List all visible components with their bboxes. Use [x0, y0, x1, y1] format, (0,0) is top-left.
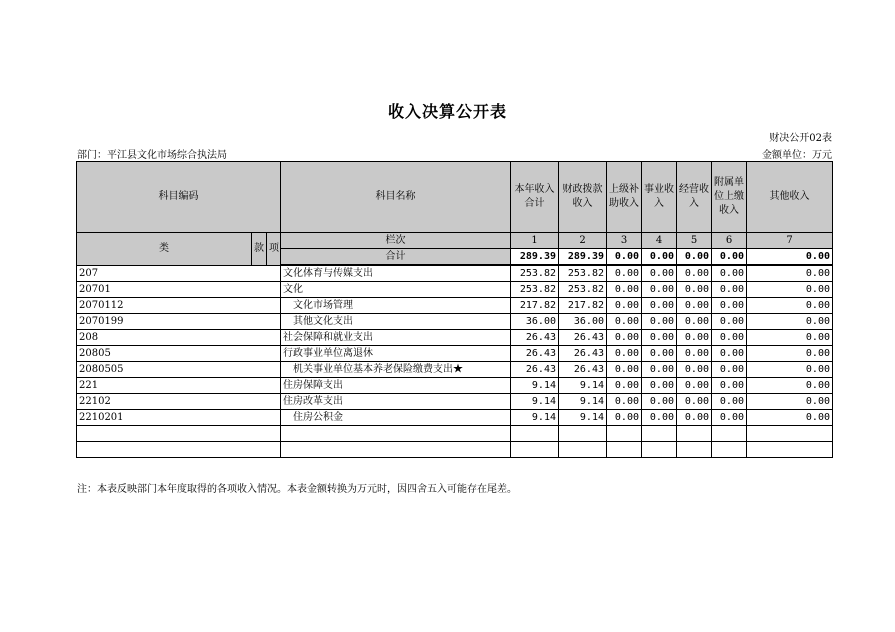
amount-unit-label: 金额单位：万元 [762, 150, 832, 161]
amount-cell: 0.00 [607, 298, 642, 314]
col-number: 4 [642, 233, 677, 249]
subject-name: 其他文化支出 [281, 314, 511, 330]
amount-cell: 0.00 [607, 362, 642, 378]
total-value: 0.00 [642, 249, 677, 266]
header-lei: 类 [77, 233, 252, 266]
amount-cell: 217.82 [511, 298, 559, 314]
amount-cell: 0.00 [747, 362, 833, 378]
amount-cell: 217.82 [559, 298, 607, 314]
amount-cell: 0.00 [607, 394, 642, 410]
header-col5: 经营收入 [677, 162, 712, 233]
total-value: 0.00 [712, 249, 747, 266]
col-number: 6 [712, 233, 747, 249]
table-row [77, 282, 833, 298]
amount-cell: 0.00 [607, 378, 642, 394]
table-row [77, 362, 833, 378]
amount-cell: 0.00 [712, 378, 747, 394]
amount-cell: 0.00 [712, 346, 747, 362]
footnote: 注：本表反映部门本年度取得的各项收入情况。本表金额转换为万元时，因四舍五入可能存在尾差。 [77, 484, 517, 495]
form-number: 财决公开02表 [769, 133, 832, 144]
subject-code: 2070199 [77, 314, 281, 330]
table-row [77, 410, 833, 426]
amount-cell: 0.00 [642, 362, 677, 378]
amount-cell: 26.43 [511, 346, 559, 362]
amount-cell: 0.00 [747, 410, 833, 426]
subject-code: 221 [77, 378, 281, 394]
amount-cell: 0.00 [747, 314, 833, 330]
amount-cell: 9.14 [559, 378, 607, 394]
col-number: 2 [559, 233, 607, 249]
amount-cell: 253.82 [511, 282, 559, 298]
header-col3: 上级补助收入 [607, 162, 642, 233]
amount-cell: 0.00 [712, 282, 747, 298]
amount-cell: 26.43 [511, 362, 559, 378]
total-value: 0.00 [677, 249, 712, 266]
amount-cell: 0.00 [642, 265, 677, 282]
header-col1: 本年收入合计 [511, 162, 559, 233]
amount-cell: 0.00 [712, 330, 747, 346]
amount-cell: 0.00 [607, 330, 642, 346]
header-kuan: 款 [252, 233, 267, 266]
col-number: 5 [677, 233, 712, 249]
amount-cell: 0.00 [712, 410, 747, 426]
subject-code: 207 [77, 265, 281, 282]
income-table [76, 161, 833, 458]
amount-cell: 0.00 [642, 378, 677, 394]
amount-cell: 0.00 [677, 282, 712, 298]
amount-cell: 0.00 [712, 265, 747, 282]
subject-code: 2210201 [77, 410, 281, 426]
amount-cell: 253.82 [559, 282, 607, 298]
amount-cell: 0.00 [607, 265, 642, 282]
amount-cell: 9.14 [559, 410, 607, 426]
amount-cell: 36.00 [559, 314, 607, 330]
empty-row [77, 426, 833, 442]
subject-name: 机关事业单位基本养老保险缴费支出★ [281, 362, 511, 378]
amount-cell: 0.00 [677, 265, 712, 282]
total-label: 合计 [281, 249, 511, 266]
amount-cell: 0.00 [712, 298, 747, 314]
table-row [77, 298, 833, 314]
total-value: 289.39 [511, 249, 559, 266]
amount-cell: 0.00 [607, 314, 642, 330]
amount-cell: 253.82 [511, 265, 559, 282]
subject-name: 住房公积金 [281, 410, 511, 426]
total-value: 0.00 [747, 249, 833, 266]
amount-cell: 9.14 [511, 410, 559, 426]
subject-code: 20701 [77, 282, 281, 298]
subject-code: 22102 [77, 394, 281, 410]
amount-cell: 0.00 [642, 298, 677, 314]
amount-cell: 0.00 [677, 362, 712, 378]
amount-cell: 0.00 [677, 378, 712, 394]
amount-cell: 0.00 [642, 282, 677, 298]
col-number: 7 [747, 233, 833, 249]
amount-cell: 0.00 [677, 394, 712, 410]
page-title: 收入决算公开表 [387, 102, 507, 121]
amount-cell: 9.14 [559, 394, 607, 410]
table-row [77, 314, 833, 330]
table-row [77, 346, 833, 362]
amount-cell: 26.43 [511, 330, 559, 346]
header-col7: 其他收入 [747, 162, 833, 233]
total-value: 289.39 [559, 249, 607, 266]
header-xiang: 项 [267, 233, 281, 266]
header-subject-name: 科目名称 [281, 162, 511, 233]
amount-cell: 0.00 [642, 346, 677, 362]
amount-cell: 9.14 [511, 394, 559, 410]
header-lanci: 栏次 [281, 233, 511, 249]
subject-code: 208 [77, 330, 281, 346]
subject-name: 文化体育与传媒支出 [281, 265, 511, 282]
amount-cell: 0.00 [747, 378, 833, 394]
total-value: 0.00 [607, 249, 642, 266]
amount-cell: 0.00 [677, 298, 712, 314]
amount-cell: 0.00 [607, 282, 642, 298]
amount-cell: 0.00 [607, 346, 642, 362]
header-subject-code: 科目编码 [77, 162, 281, 233]
amount-cell: 0.00 [677, 330, 712, 346]
amount-cell: 0.00 [642, 330, 677, 346]
table-row [77, 330, 833, 346]
amount-cell: 36.00 [511, 314, 559, 330]
header-col4: 事业收入 [642, 162, 677, 233]
amount-cell: 0.00 [712, 362, 747, 378]
amount-cell: 0.00 [747, 298, 833, 314]
col-number: 3 [607, 233, 642, 249]
amount-cell: 0.00 [642, 394, 677, 410]
amount-cell: 0.00 [677, 410, 712, 426]
amount-cell: 253.82 [559, 265, 607, 282]
subject-code: 2080505 [77, 362, 281, 378]
amount-cell: 0.00 [677, 314, 712, 330]
table-row [77, 394, 833, 410]
amount-cell: 0.00 [712, 394, 747, 410]
amount-cell: 0.00 [747, 330, 833, 346]
subject-code: 20805 [77, 346, 281, 362]
amount-cell: 0.00 [677, 346, 712, 362]
amount-cell: 0.00 [747, 346, 833, 362]
amount-cell: 9.14 [511, 378, 559, 394]
amount-cell: 0.00 [642, 410, 677, 426]
amount-cell: 0.00 [747, 394, 833, 410]
empty-row [77, 442, 833, 458]
col-number: 1 [511, 233, 559, 249]
subject-name: 文化市场管理 [281, 298, 511, 314]
header-col6: 附属单位上缴收入 [712, 162, 747, 233]
subject-name: 文化 [281, 282, 511, 298]
department-label: 部门：平江县文化市场综合执法局 [77, 150, 227, 161]
table-row [77, 265, 833, 282]
amount-cell: 0.00 [642, 314, 677, 330]
amount-cell: 26.43 [559, 346, 607, 362]
amount-cell: 26.43 [559, 330, 607, 346]
subject-name: 住房保障支出 [281, 378, 511, 394]
subject-name: 社会保障和就业支出 [281, 330, 511, 346]
amount-cell: 0.00 [747, 265, 833, 282]
amount-cell: 0.00 [712, 314, 747, 330]
subject-name: 住房改革支出 [281, 394, 511, 410]
subject-code: 2070112 [77, 298, 281, 314]
amount-cell: 0.00 [747, 282, 833, 298]
subject-name: 行政事业单位离退休 [281, 346, 511, 362]
header-col2: 财政拨款收入 [559, 162, 607, 233]
table-row [77, 378, 833, 394]
amount-cell: 0.00 [607, 410, 642, 426]
amount-cell: 26.43 [559, 362, 607, 378]
